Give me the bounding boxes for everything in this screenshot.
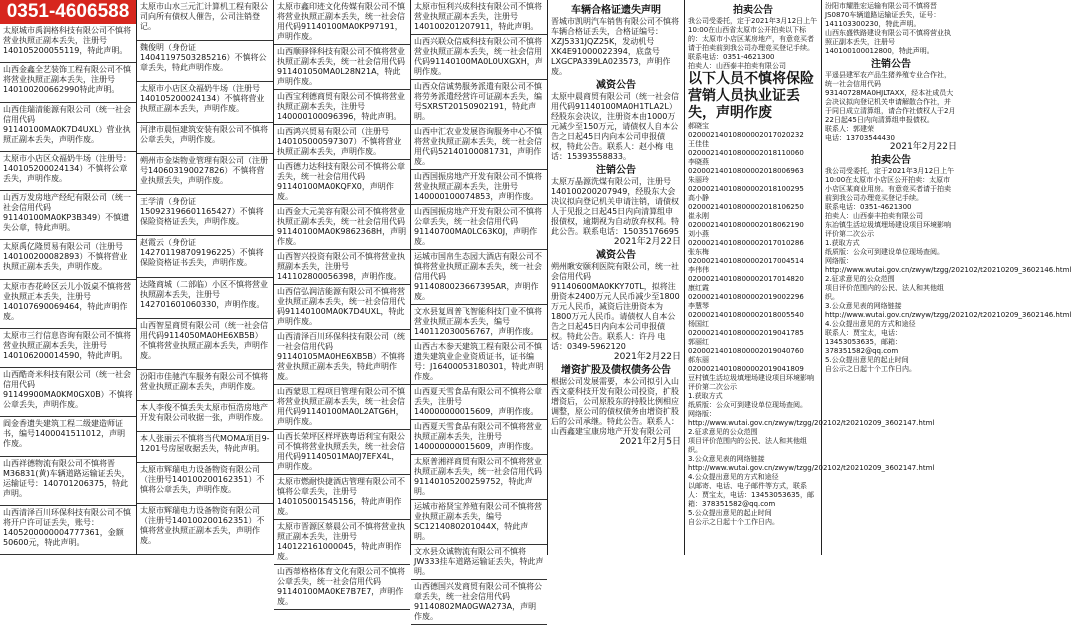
text-col7-21: 5.公众提出意见的起止时间 bbox=[825, 356, 909, 364]
notice-col4-8: 山西古木参天建筑工程有限公司不慎遗失建筑业企业资质证书，证书编号：J16400053180301，特此声明作废。 bbox=[411, 340, 547, 385]
text-col6-3: 拍卖人：山西泰丰拍卖有限公司 bbox=[688, 62, 786, 70]
text-col5-10: 增资扩股及债权债务公告 bbox=[561, 365, 671, 376]
text-col6-21: 纸质版：公众可到建设单位现场查阅。 bbox=[688, 401, 807, 409]
text-col6-28: 以邮寄、电话、电子邮件等方式，联系人：贾宝太，电话：13453053635，邮箱：378351582@qq.com bbox=[688, 482, 814, 508]
notice-col3-5: 山西金大元美容有限公司不慎将营业执照正副本丢失，统一社会信用代码91140100MA0K9862368H，声明作废。 bbox=[274, 205, 410, 250]
notice-col4-9: 山西夏天雪食品有限公司不慎将公章丢失，注册号140000000015609，声明作废。 bbox=[411, 385, 547, 420]
text-col5-9: 2021年2月22日 bbox=[613, 352, 681, 362]
text-col5-12: 2021年2月5日 bbox=[619, 437, 681, 447]
notice-col2-6: 赵霞云（身份证142701198709196225）不慎将保险资格证书丢失，声明作废。 bbox=[137, 236, 273, 277]
text-col6-23: 2.征求意见的公众范围 bbox=[688, 428, 758, 436]
text-col6-30: 自公示之日起十个工作日内。 bbox=[688, 518, 779, 526]
notice-col1-2: 山西佳瑞清能源有限公司（统一社会信用代码91140100MA0K7D4UXL）营业执照正副本丢失，声明作废。 bbox=[0, 103, 136, 152]
column-4 bbox=[411, 0, 548, 621]
notice-col2-11: 本人张丽云不慎将当代MOMA项目9-1201号房屋收据丢失，特此声明。 bbox=[137, 432, 273, 463]
notice-col3-4: 山西德力达科技有限公司不慎将公章丢失，统一社会信用代码91140100MA0KQFX0，声明作废。 bbox=[274, 160, 410, 205]
notice-col1-4: 山西万发房地产经纪有限公司（统一社会信用代码91140100MA0KP3B349）不慎遗失公章，特此声明。 bbox=[0, 191, 136, 240]
text-col6-27: 4.公众提出意见的方式和途径 bbox=[688, 473, 779, 481]
notice-col3-2: 山西宝利德商贸有限公司不慎将营业执照正副本丢失，注册号140000100096396，特此声明。 bbox=[274, 90, 410, 125]
text-col7-5: 电话：13703544430 bbox=[825, 134, 895, 142]
notice-col4-12: 运城市裕贤宝养殖有限公司不慎将营业执照正副本丢失，编号SC1214080201044X，特此声明。 bbox=[411, 500, 547, 545]
notice-col3-12: 太原市晋源区蔡晨公司不慎将营业执照正副本丢失，注册号140122161000045，特此声明作废。 bbox=[274, 520, 410, 565]
text-col7-14: 网络版：http://www.wutai.gov.cn/zwyw/tzgg/202102/t20210209_3602146.html bbox=[825, 257, 1071, 274]
text-col6-16: 杨国红02000214010800002019041785 bbox=[688, 320, 804, 337]
notice-col1-10: 山西祥德物流有限公司不慎将晋M36831(黄)车辆道路运输证丢失，运输证号：140701206375，特此声明。 bbox=[0, 457, 136, 506]
column-5 bbox=[548, 0, 685, 555]
notice-col4-7: 文水县复周普飞智能科技门业不慎将营业执照正副本丢失，编号140112030056767，声明作废。 bbox=[411, 305, 547, 340]
notice-col4-13: 文水县众诚物流有限公司不慎将JW333挂车道路运输证丢失，特此声明。 bbox=[411, 545, 547, 580]
hotline-phone: 0351-4606588 bbox=[0, 0, 136, 24]
text-col7-16: 项目评价范围内的公民、法人和其他组织。 bbox=[825, 284, 944, 301]
text-col7-18: http://www.wutai.gov.cn/zwyw/tzgg/202102/t20210209_3602146.html bbox=[825, 311, 1071, 319]
text-col5-7: 减资公告 bbox=[596, 250, 636, 261]
text-col7-11: 东冶镇生活垃圾填埋场建设项目环境影响评价第二次公示 bbox=[825, 221, 951, 238]
notice-col3-10: 山西长荣坪区样坪族粤语利宝有限公司不慎将营业执照丢失，统一社会信用代码91140501MA0J7EFX4L，声明作废。 bbox=[274, 430, 410, 475]
text-col5-6: 2021年2月22日 bbox=[613, 237, 681, 247]
notice-col2-3: 河津市晨恒建筑安装有限公司不慎将公章丢失，声明作废。 bbox=[137, 123, 273, 154]
notice-col1-7: 太原市三行信息咨询有限公司不慎将营业执照正副本丢失，注册号140106200014590，特此声明。 bbox=[0, 329, 136, 368]
text-col7-20: 联系人：贾宝太，电话：13453053635，邮箱：378351582@qq.com bbox=[825, 329, 902, 355]
text-col5-3: 太原中晨商贸有限公司（统一社会信用代码91140100MA0H1TLA2L）经股东会决议，注册资本由1000万元减少至150万元，请债权人自本公告之日起45日内向本公司申报债权，特此公告。联系人：赵小梅 电话：15393558833。 bbox=[551, 92, 679, 161]
notice-col1-1: 山西金鑫全艺装饰工程有限公司不慎将营业执照正副本丢失，注册号140100200662990特此声明。 bbox=[0, 63, 136, 102]
notice-col4-0: 太原市恒利兴成科技有限公司不慎将营业执照正副本丢失，注册号140100201207911，特此声明。 bbox=[411, 0, 547, 35]
notice-col4-10: 山西夏天雪食品有限公司不慎将营业执照正副本丢失，注册号140000000015609，声明作废。 bbox=[411, 420, 547, 455]
text-col5-4: 注销公告 bbox=[596, 165, 636, 176]
column-2 bbox=[137, 0, 274, 555]
text-col6-9: 高小静02000214010800002018106250 bbox=[688, 194, 804, 211]
notice-col2-10: 本人李俊不慎丢失太原市恒浩房地产开发有限公司收据一张，声明作废。 bbox=[137, 401, 273, 432]
text-col7-19: 4.公众提出意见的方式和途径 bbox=[825, 320, 916, 328]
notice-col4-6: 运城市国帛生态园大酒店有限公司不慎将营业执照正副本丢失，统一社会信用代码9114080023667395AR，声明作废。 bbox=[411, 250, 547, 305]
text-col6-20: 1.获取方式 bbox=[688, 392, 723, 400]
text-col7-0: 汾阳市耀胜宏运输有限公司不慎将晋JS0870车辆道路运输证丢失，证号：141103300230，特此声明。 bbox=[825, 2, 941, 28]
text-col6-19: 豆村镇生活垃圾填埋场建设项目环境影响评价第二次公示 bbox=[688, 374, 814, 391]
text-col6-26: http://www.wutai.gov.cn/zwyw/tzgg/202102/t20210209_3602147.html bbox=[688, 464, 935, 472]
text-col7-6: 2021年2月22日 bbox=[889, 142, 957, 152]
column-7 bbox=[822, 0, 1071, 555]
notice-col2-2: 太原市小店区众福奶牛场（注册号140105200024134）不慎将营业执照正副本丢失，声明作废。 bbox=[137, 82, 273, 123]
notice-col3-7: 山西信弘润洁能源有限公司不慎将营业执照正副本丢失，统一社会信用代码91140100MA0K7D4UXL，特此声明作废。 bbox=[274, 285, 410, 330]
notice-col2-4: 朔州市金柒物业管理有限公司（注册号140603190027826）不慎将营业执照丢失，声明作废。 bbox=[137, 154, 273, 195]
notice-col4-4: 山西国振房地产开发有限公司不慎将营业执照正副本丢失，注册号140000100074853，声明作废。 bbox=[411, 170, 547, 205]
text-col6-5: 郝晓宝02000214010800002017020232 bbox=[688, 122, 804, 139]
text-col7-7: 拍卖公告 bbox=[871, 155, 911, 166]
text-col6-10: 崔永刚02000214010800002018062190 bbox=[688, 212, 804, 229]
column-1 bbox=[0, 0, 137, 555]
notice-col4-3: 山西中汇农业发展咨询服务中心不慎将营业执照正副本丢失，统一社会信用代码52140100081731，声明作废。 bbox=[411, 125, 547, 170]
notice-col4-11: 太原普湘祥商贸有限公司不慎将营业执照正副本丢失，统一社会信用代码91140105200259752，特此声明。 bbox=[411, 455, 547, 500]
notice-col4-1: 山西兴联众信威科技有限公司不慎将营业执照正副本丢失，统一社会信用代码91140100MA0L0UXGXH，声明作废。 bbox=[411, 35, 547, 80]
notice-col3-8: 山西清泽百川环保科技有限公司（统一社会信用代码91140105MA0HE6XB5B）不慎将营业执照正副本丢失，特此声明作废。 bbox=[274, 330, 410, 385]
text-col7-22: 自公示之日起十个工作日内。 bbox=[825, 365, 916, 373]
text-col7-2: 注销公告 bbox=[871, 59, 911, 70]
notice-col3-1: 山西顺驿铎科技有限公司不慎将营业执照正副本丢失，统一社会信用代码911401050MA0L28N21A，特此声明作废。 bbox=[274, 45, 410, 90]
text-col5-0: 车辆合格证遗失声明 bbox=[571, 5, 661, 16]
text-col6-13: 李伟伟02000214010800002017014820 bbox=[688, 266, 804, 283]
text-col5-5: 太原万晶源洗煤有限公司，注册号140100200207949，经股东大会决议拟向登记机关申请注销，请债权人于见报之日起45日内向清算组申报债权，逾期视为自动放弃权利。特此公告。联系电话：15035176695 bbox=[551, 177, 679, 236]
notice-col3-11: 太原市燃耐快捷酒店管理有限公司不慎将公章丢失，注册号140105001545156，特此声明作废。 bbox=[274, 475, 410, 520]
notice-col4-5: 山西国振房地产开发有限公司不慎将公章丢失，统一社会信用代码91140700MA0LC63K0J，声明作废。 bbox=[411, 205, 547, 250]
text-col7-17: 3.公众意见表的网络链接 bbox=[825, 302, 902, 310]
notice-col1-9: 阎金香遗失建筑工程二级建造师证书，编号1400041511012，声明作废。 bbox=[0, 417, 136, 456]
notice-col2-12: 太原市辉瑞电力设备物资有限公司（注册号140100200162351）不慎将公章丢失，声明作废。 bbox=[137, 463, 273, 504]
text-col6-12: 张东梅02000214010800002017004514 bbox=[688, 248, 804, 265]
notice-col2-7: 达隆商城（二部临）小区不慎将营业执照副本丢失，注册号142701601060330，声明作废。 bbox=[137, 278, 273, 319]
text-col5-11: 根据公司发展需要，本公司拟引入山西文豪科技开发有限公司投资，扩股增资后，公司原股东的持股比例相应调整，原公司的债权债务由增资扩股后的公司承继。特此公告。联系人：山西鑫建宝康房地产开发有限公司 bbox=[551, 377, 679, 436]
notice-col2-1: 魏俊明（身份证14041197503285216）不慎将公章丢失，特此声明作废。 bbox=[137, 41, 273, 82]
notice-col1-5: 太原禹亿隆贸易有限公司（注册号140100200082893）不慎将营业执照正副本丢失，声明作废。 bbox=[0, 240, 136, 279]
notice-col1-11: 山西清泽百川环保科技有限公司不慎将开户许可证丢失，账号：1405200000004777361，金额50600元，特此声明。 bbox=[0, 506, 136, 555]
text-col6-22: 网络版：http://www.wutai.gov.cn/zwyw/tzgg/202102/t20210209_3602147.html bbox=[688, 410, 935, 427]
notice-col3-3: 山西鸿兴贸易有限公司（注册号140105000597307）不慎将营业执照正副本丢失，声明作废。 bbox=[274, 125, 410, 160]
notice-col3-9: 山西蒙思工程项目管理有限公司不慎将营业执照正副本丢失，统一社会信用代码91140100MA0L2ATG6H，声明作废。 bbox=[274, 385, 410, 430]
notice-col2-0: 太原市山水三元汇计算机工程有限公司向所有债权人催告，公司注销登记。 bbox=[137, 0, 273, 41]
text-col6-15: 李慧琴02000214010800002018005540 bbox=[688, 302, 804, 319]
notice-col3-13: 山西蒂格格体育文化有限公司不慎将公章丢失，统一社会信用代码91140100MA0KE7B7E7，声明作废。 bbox=[274, 565, 410, 610]
text-col6-29: 5.公众提出意见的起止时间 bbox=[688, 509, 772, 517]
text-col6-25: 3.公众意见表的网络链接 bbox=[688, 455, 765, 463]
text-col7-10: 拍卖人：山西泰丰拍卖有限公司 bbox=[825, 212, 923, 220]
notice-col1-6: 太原市杏花岭区云儿小饭桌不慎将营业执照正本丢失，注册号140107690069464，特此声明作废。 bbox=[0, 280, 136, 329]
text-col7-15: 2.征求意见的公众范围 bbox=[825, 275, 895, 283]
text-col5-8: 朔州瞅安颐利医院有限公司，统一社会信用代码91140600MA0KKY70TL，拟将注册资本2400万元人民币减少至1800万元人民币，减资后注册资本为1800万元人民币。请债权人自本公告之日起45日内向本公司申报债权。特此公告。联系人：许丹 电话：0349-5962120 bbox=[551, 262, 680, 351]
notice-col2-13: 太原市辉瑞电力设备物资有限公司（注册号140100200162351）不慎将营业执照正副本丢失，声明作废。 bbox=[137, 504, 273, 555]
text-col6-8: 朱丽玲02000214010800002018100295 bbox=[688, 176, 804, 193]
text-col7-8: 我公司受委托，定于2021年3月12日上午10:00在太原市小店区公开拍卖：太原市小店区某商业用房。有意竞买者请于拍卖前到我公司办理竞买登记手续。 bbox=[825, 167, 955, 202]
notice-col2-5: 王学清（身份证150923196601165427）不慎将保险资格证丢失，声明作废。 bbox=[137, 195, 273, 236]
text-col7-1: 山西东盛铁路建设有限公司不慎将营业执照正副本丢失，注册号140100100012800，特此声明。 bbox=[825, 29, 951, 55]
notice-col1-3: 太原市小店区众福奶牛场（注册号：140105200024134）不慎将公章丢失，声明作废。 bbox=[0, 152, 136, 191]
notice-col2-8: 山西智星商贸有限公司（统一社会信用代码9114050MA0HE6XB5B）不慎将营业执照正副本丢失，声明作废。 bbox=[137, 319, 273, 370]
notice-col4-14: 山西德国兴发商贸有限公司不慎将公章丢失，统一社会信用代码91140802MA0GWA273A，声明作废。 bbox=[411, 580, 547, 625]
text-col6-1: 我公司受委托，定于2021年3月12日上午10:00在山西省太原市公开拍卖以下标的：太原市小店区某房地产，有意竞买者请于拍卖前到我公司办理竞买登记手续。 bbox=[688, 17, 818, 52]
text-col6-11: 刘小燕02000214010800002017010286 bbox=[688, 230, 804, 247]
text-col6-0: 拍卖公告 bbox=[733, 5, 773, 16]
text-col7-12: 1.获取方式 bbox=[825, 239, 860, 247]
text-col6-24: 项目评价范围内的公民、法人和其他组织。 bbox=[688, 437, 807, 454]
text-col6-4: 以下人员不慎将保险营销人员执业证丢失，声明作废 bbox=[688, 71, 814, 121]
text-col7-13: 纸质版：公众可到建设单位现场查阅。 bbox=[825, 248, 944, 256]
text-col7-9: 联系电话：0351-4621300 bbox=[825, 203, 912, 211]
notice-col4-2: 山西众信诚势服务派遣有限公司不慎将劳务派遣经营许可证副本丢失，编号SXRST20150902191，特此声明。 bbox=[411, 80, 547, 125]
text-col6-14: 康红霞02000214010800002019002296 bbox=[688, 284, 804, 301]
notice-col2-9: 汾阳市佳驰汽车服务有限公司不慎将营业执照正副本丢失，声明作废。 bbox=[137, 370, 273, 401]
notice-col3-6: 山西智兴投资有限公司不慎将营业执照副本丢失，注册号141102800056398，声明作废。 bbox=[274, 250, 410, 285]
text-col5-1: 晋城市凯明汽车销售有限公司不慎将车辆合格证丢失，合格证编号：XZJ5331JQZ25K，发动机号XK4E91000022394，底盘号LXGCPA339LA023573，声明作废。 bbox=[551, 17, 679, 76]
column-3 bbox=[274, 0, 411, 606]
notice-col3-0: 太原市鑫印迹文化传媒有限公司不慎将营业执照正副本丢失，统一社会信用代码91140100MA0KP97191，声明作废。 bbox=[274, 0, 410, 45]
text-col6-6: 王佳佳02000214010800002018110060 bbox=[688, 140, 804, 157]
notice-col1-8: 山西酷奇米科技有限公司（统一社会信用代码91149900MA0KM0GX0B）不慎将公章丢失，声明作废。 bbox=[0, 368, 136, 417]
text-col6-2: 联系电话：0351-4621300 bbox=[688, 53, 775, 61]
text-col6-17: 郭丽红02000214010800002019040760 bbox=[688, 338, 804, 355]
notice-col1-0: 太原城市禹润格科技有限公司不慎将营业执照正副本丢失，注册号140105200055119，特此声明。 bbox=[0, 24, 136, 63]
text-col7-3: 平遥县建军农产品生猪养殖专业合作社，统一社会信用代码93140728MA0HJLTAXX，经本社成员大会决议拟向登记机关申请解散合作社，并于同日成立清算组，请合作社债权人于2月22日起45日内向清算组申报债权。 bbox=[825, 71, 956, 124]
text-col7-4: 联系人：郭建荣 bbox=[825, 125, 874, 133]
text-col6-7: 李晓燕02000214010800002018006963 bbox=[688, 158, 804, 175]
text-col5-2: 减资公告 bbox=[596, 80, 636, 91]
text-col6-18: 郝东丽02000214010800002019041809 bbox=[688, 356, 804, 373]
